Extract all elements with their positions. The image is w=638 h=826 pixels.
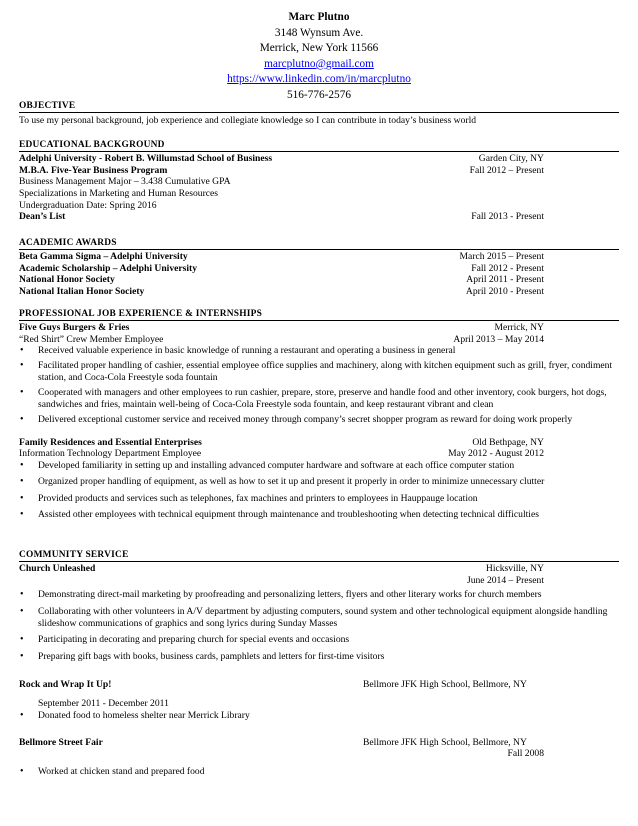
church-dates-row [19,575,619,587]
award-name: Beta Gamma Sigma – Adelphi University [19,251,188,262]
bullet-item: • Cooperated with managers and other employees to run cashier, prepare, store, preserve and handle food and other inventory, cook burgers, hot dogs, sandwiches and fries, maintain well-being of Coca-Cola Freestyle soda fountain, and keep restaurant vibrant and clean [20,386,607,411]
employer-location: Merrick, NY [494,322,544,333]
award-row [19,263,619,275]
degree-row [19,165,619,177]
experience-section [19,309,619,526]
bullet-icon: • [20,633,24,645]
award-row [19,286,619,298]
specializations-line: Specializations in Marketing and Human Resources [19,188,219,200]
degree-dates: Fall 2012 – Present [469,164,544,176]
bullet-item: • Developed familiarity in setting up and installing advanced computer hardware and software at each office computer station [20,459,515,471]
fair-name: Bellmore Street Fair [19,736,103,748]
employer-name: Family Residences and Essential Enterprises [19,436,202,448]
church-dates: June 2014 – Present [466,574,544,586]
community-heading: COMMUNITY SERVICE [19,550,619,562]
fair-dates-row [19,748,619,760]
award-name: National Honor Society [19,274,115,286]
degree-name: M.B.A. Five-Year Business Program [19,164,168,176]
job-title: “Red Shirt” Crew Member Employee [19,333,164,345]
bullet-item: • Received valuable experience in basic knowledge of running a restaurant and operating a business in general [20,345,456,357]
bullet-icon: • [20,492,24,504]
employer-name: Five Guys Burgers & Fries [19,322,130,333]
school-location: Garden City, NY [478,153,544,164]
bullet-icon: • [20,345,24,357]
award-date: Fall 2012 - Present [471,262,544,274]
award-date: March 2015 – Present [459,251,544,262]
bullet-item: • Organized proper handling of equipment, as well as how to set it up and present it properly in order to minimize unnecessary clutter [20,476,545,488]
bullet-icon: • [20,589,24,601]
objective-heading: OBJECTIVE [19,101,619,113]
rock-name: Rock and Wrap It Up! [19,678,112,690]
bullet-icon: • [20,651,24,662]
award-name: National Italian Honor Society [19,286,145,298]
award-date: April 2010 - Present [465,286,544,298]
bullet-item: • Worked at chicken stand and prepared food [20,765,205,777]
experience-heading: PROFESSIONAL JOB EXPERIENCE & INTERNSHIPS [19,309,619,321]
church-name: Church Unleashed [19,563,96,574]
city-state-zip: Merrick, New York 11566 [259,42,379,55]
linkedin-link[interactable]: https://www.linkedin.com/in/marcplutno [227,73,411,86]
rock-dates: September 2011 - December 2011 [38,698,169,710]
church-header-row [19,563,619,575]
bullet-item: • Demonstrating direct-mail marketing by proofreading and personalizing letters, flyers and other literary works for church members [20,589,542,601]
bullet-icon: • [20,509,24,521]
bullet-icon: • [20,413,24,425]
bullet-item: • Donated food to homeless shelter near Merrick Library [20,709,250,721]
objective-section [19,101,619,127]
bullet-icon: • [20,386,24,398]
employer-location: Old Bethpage, NY [472,436,544,448]
bullet-icon: • [20,459,24,471]
fair-dates: Fall 2008 [507,748,544,760]
job-title: Information Technology Department Employee [19,448,202,460]
email-link[interactable]: marcplutno@gmail.com [264,57,374,70]
bullet-item: • Preparing gift bags with books, business cards, pamphlets and letters for first-time visitors [20,651,385,662]
objective-text: To use my personal background, job experience and collegiate knowledge so I can contribute in today’s business world [19,115,477,126]
awards-section [19,238,619,298]
bullet-icon: • [20,765,24,777]
bullet-icon: • [20,605,24,617]
awards-heading: ACADEMIC AWARDS [19,238,619,250]
job-title-row [19,448,619,460]
award-row [19,251,619,263]
job-dates: April 2013 – May 2014 [453,333,544,345]
deans-list-label: Dean’s List [19,211,66,223]
education-section [19,140,619,223]
bullet-icon: • [20,476,24,488]
school-name: Adelphi University - Robert B. Willumstad School of Business [19,153,273,164]
award-date: April 2011 - Present [466,274,544,286]
rock-header-row [19,679,619,691]
street-address: 3148 Wynsum Ave. [274,26,364,39]
bullet-item: • Collaborating with other volunteers in A/V department by adjusting computers, sound system and other technological equipment alongside handling slideshow communications of graphics and song lyrics during Sunday Masses [20,605,608,630]
candidate-name: Marc Plutno [288,11,350,23]
bullet-icon: • [20,359,24,371]
rock-location: Bellmore JFK High School, Bellmore, NY [363,678,527,690]
deans-list-dates: Fall 2013 - Present [471,211,544,223]
job-header-row [19,437,619,449]
major-line: Business Management Major – 3.438 Cumulative GPA [19,176,231,188]
community-section [19,550,619,781]
graduation-date-line: Undergraduation Date: Spring 2016 [19,199,157,211]
school-row [19,153,619,165]
job-title-row [19,334,619,346]
bullet-item: • Facilitated proper handling of cashier, essential employee office supplies and machinery, along with kitchen equipment such as grill, fryer, condiment station, and Coca-Cola Freestyle soda fountain [20,359,613,384]
church-location: Hicksville, NY [485,563,544,574]
bullet-item: • Provided products and services such as telephones, fax machines and printers to employees in Hauppauge location [20,492,478,504]
award-name: Academic Scholarship – Adelphi University [19,262,198,274]
job-header-row [19,322,619,334]
deans-list-row [19,211,619,223]
job-dates: May 2012 - August 2012 [448,448,544,460]
bullet-item: • Delivered exceptional customer service and received money through company’s secret shopper program as reward for doing work properly [20,413,573,425]
award-row [19,274,619,286]
fair-header-row [19,737,619,749]
phone-number: 516-776-2576 [286,88,351,101]
fair-location: Bellmore JFK High School, Bellmore, NY [363,736,527,748]
bullet-item: • Participating in decorating and preparing church for special events and occasions [20,633,350,645]
education-heading: EDUCATIONAL BACKGROUND [19,140,619,152]
resume-header [0,10,638,104]
bullet-icon: • [20,709,24,721]
bullet-item: • Assisted other employees with technical equipment through maintenance and troubleshooting when detecting technical difficulties [20,509,539,521]
